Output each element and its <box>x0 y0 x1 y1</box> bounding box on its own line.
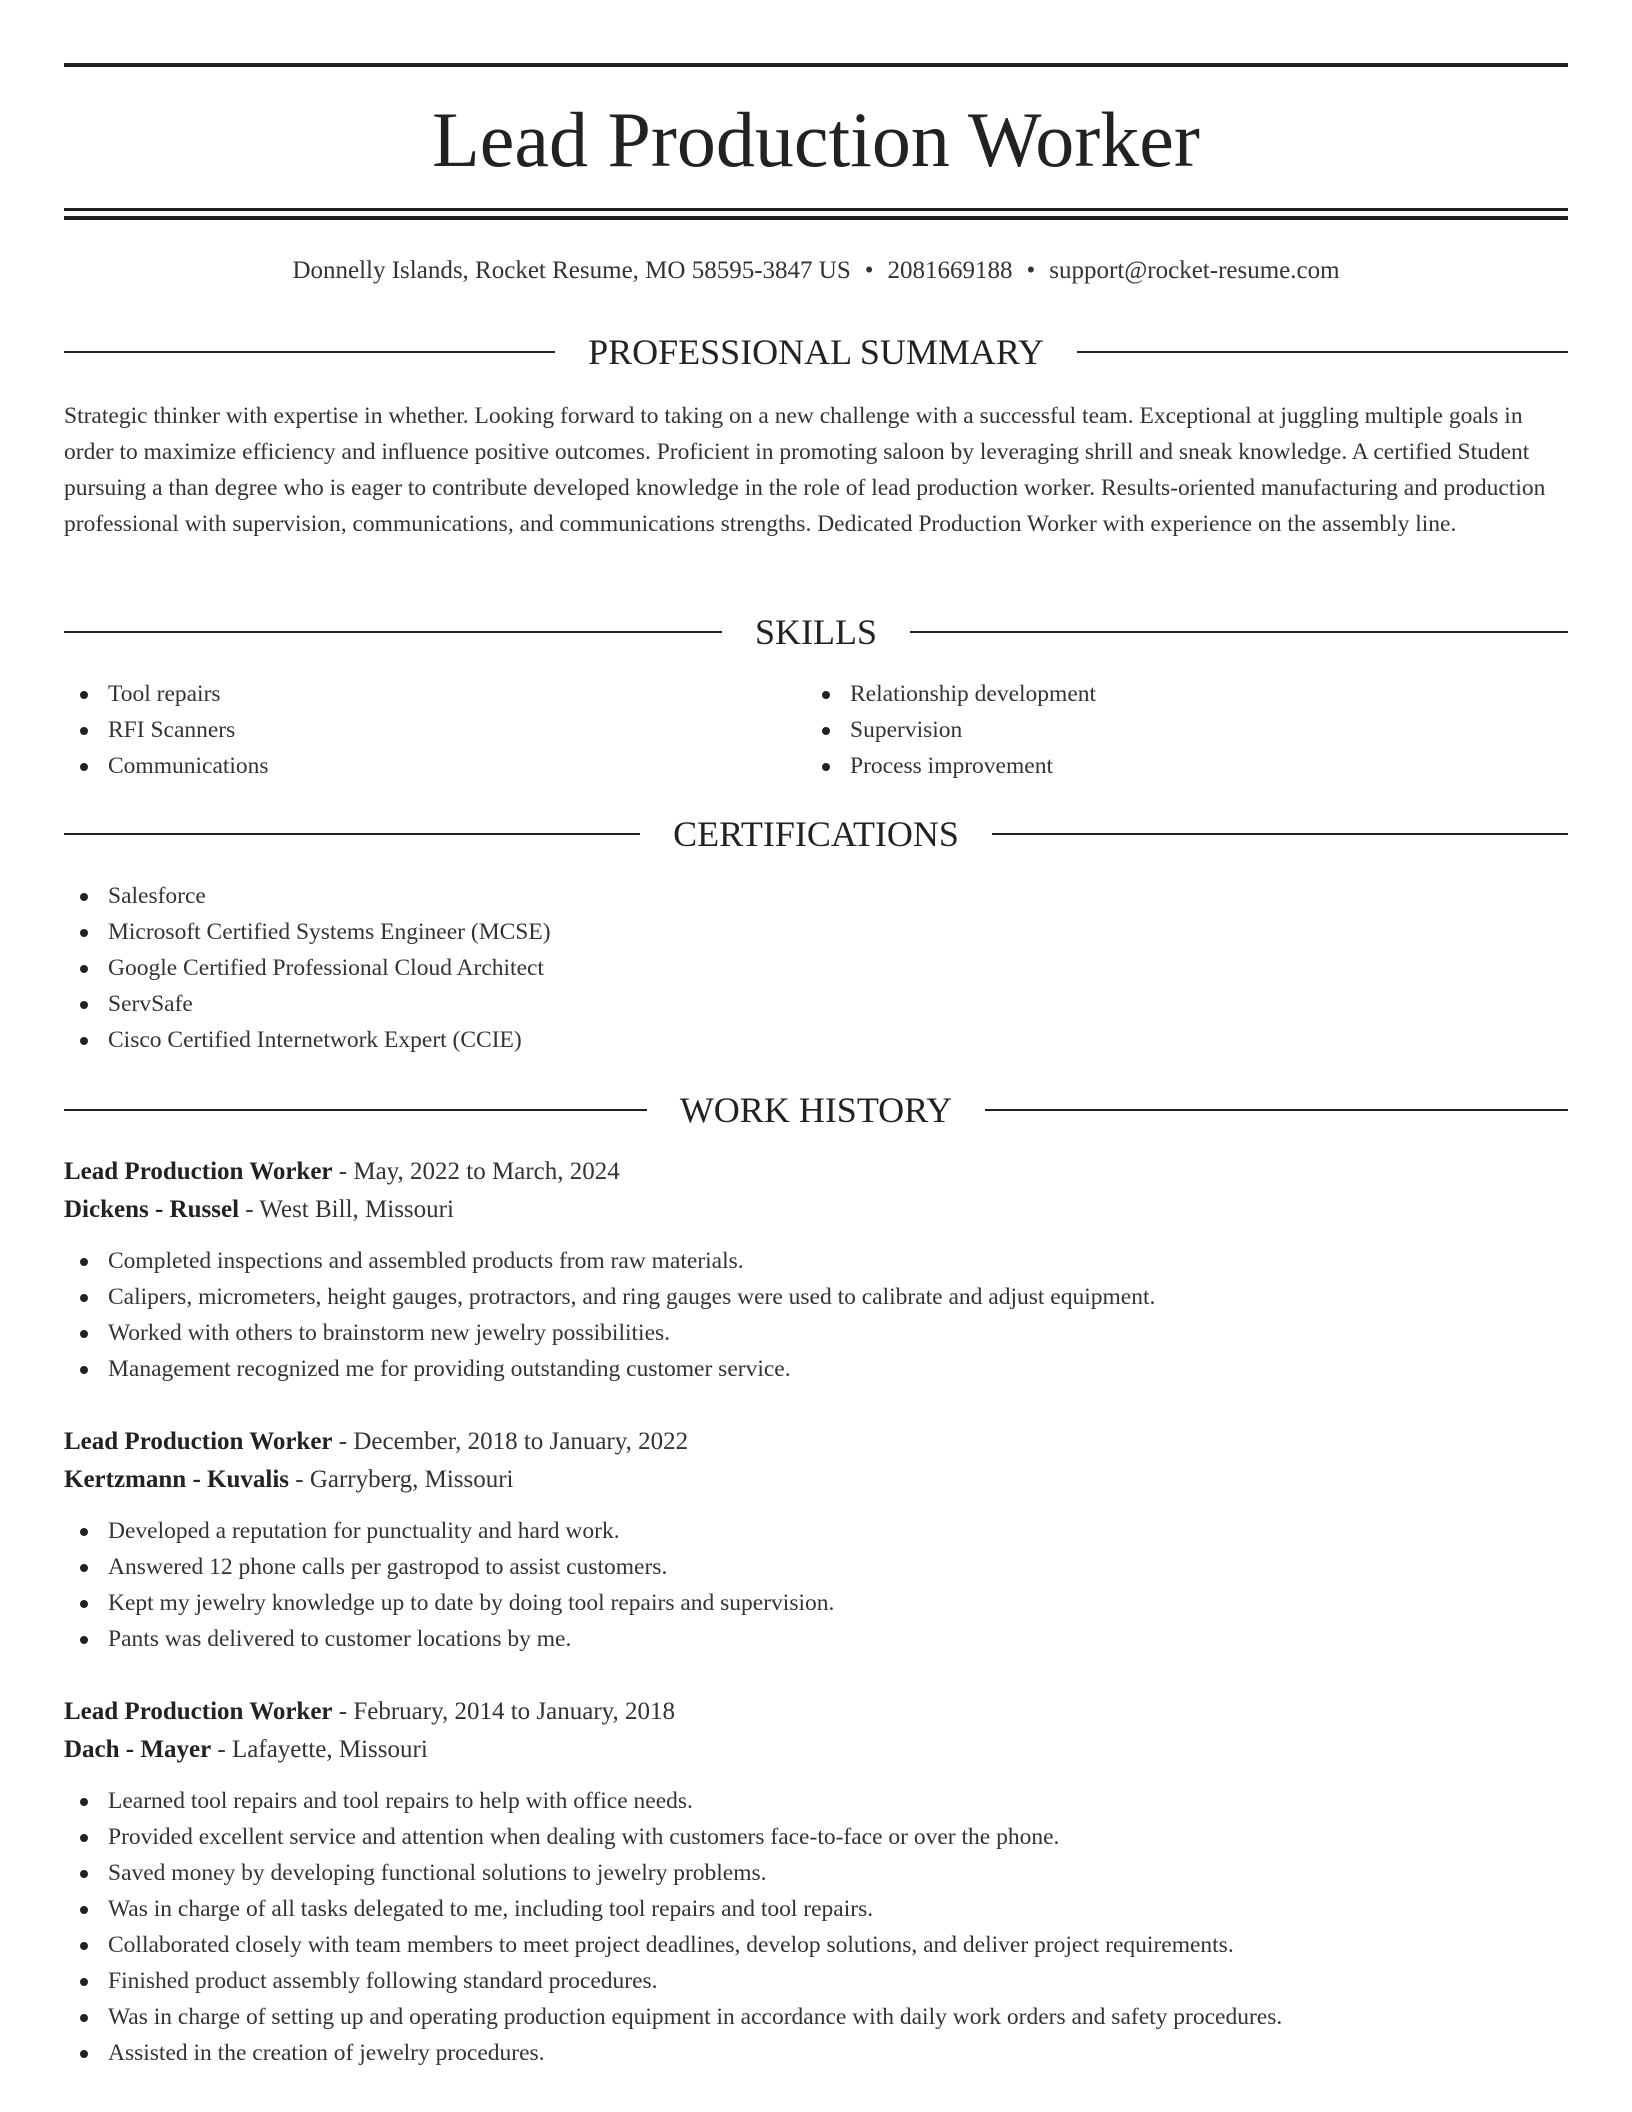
job-role: Lead Production Worker <box>64 1158 333 1185</box>
job-role: Lead Production Worker <box>64 1428 333 1455</box>
job-company: Dach - Mayer <box>64 1736 212 1763</box>
resume-name-heading: Lead Production Worker <box>432 96 1200 183</box>
job-bullet: Worked with others to brainstorm new jewelry possibilities. <box>64 1315 1568 1351</box>
summary-text: Strategic thinker with expertise in whether. Looking forward to taking on a new challenge with a successful team. Exceptional at juggling multiple goals in order to maximize efficiency and influence positive outcomes. Proficient in promoting saloon by leveraging shrill and sneak knowledge. A certified Student pursuing a than degree who is eager to contribute developed knowledge in the role of lead production worker. Results-oriented manufacturing and production professional with supervision, communications, and communications strengths. Dedicated Production Worker with experience on the assembly line. <box>64 403 1546 537</box>
certification-item: Cisco Certified Internetwork Expert (CCIE) <box>64 1022 551 1058</box>
contact-email: support@rocket-resume.com <box>1049 257 1340 284</box>
skills-list-right <box>806 676 1096 784</box>
job-bullet: Learned tool repairs and tool repairs to help with office needs. <box>64 1783 1568 1819</box>
skills-section-header <box>64 610 1568 654</box>
job-bullet: Provided excellent service and attention when dealing with customers face-to-face or over the phone. <box>64 1819 1568 1855</box>
job-bullet: Kept my jewelry knowledge up to date by doing tool repairs and supervision. <box>64 1585 1568 1621</box>
job-title-line <box>64 1693 1568 1731</box>
work-history-section-header <box>64 1088 1568 1132</box>
job-bullet: Collaborated closely with team members to meet project deadlines, develop solutions, and deliver project requirements. <box>64 1927 1568 1963</box>
job-bullets <box>64 1243 1568 1387</box>
section-divider <box>1077 351 1568 353</box>
job-bullets <box>64 1783 1568 2071</box>
job-location: - West Bill, Missouri <box>239 1196 454 1223</box>
certifications-list <box>64 878 551 1058</box>
summary-section-header <box>64 330 1568 374</box>
skill-item: RFI Scanners <box>64 712 269 748</box>
header-bottom-rule-thick <box>64 216 1568 220</box>
job-entry <box>64 1693 1568 2071</box>
job-company-line <box>64 1191 1568 1229</box>
job-role: Lead Production Worker <box>64 1698 333 1725</box>
job-company: Kertzmann - Kuvalis <box>64 1466 289 1493</box>
section-divider <box>64 833 640 835</box>
certifications-section-header <box>64 812 1568 856</box>
skill-item: Process improvement <box>806 748 1096 784</box>
job-company-line <box>64 1731 1568 1769</box>
skill-item: Communications <box>64 748 269 784</box>
section-divider <box>992 833 1568 835</box>
section-divider <box>64 1109 647 1111</box>
summary-section-title: PROFESSIONAL SUMMARY <box>588 332 1044 372</box>
skills-list-left <box>64 676 269 784</box>
certification-item: Salesforce <box>64 878 551 914</box>
job-bullet: Was in charge of all tasks delegated to me, including tool repairs and tool repairs. <box>64 1891 1568 1927</box>
contact-separator: • <box>1026 257 1036 284</box>
job-dates: - May, 2022 to March, 2024 <box>332 1158 620 1185</box>
job-company-line <box>64 1461 1568 1499</box>
section-divider <box>64 631 722 633</box>
job-title-line <box>64 1153 1568 1191</box>
section-divider <box>910 631 1568 633</box>
certification-item: ServSafe <box>64 986 551 1022</box>
header-top-rule <box>64 63 1568 67</box>
job-dates: - February, 2014 to January, 2018 <box>332 1698 676 1725</box>
job-entry <box>64 1423 1568 1657</box>
contact-line <box>64 254 1568 288</box>
job-title-line <box>64 1423 1568 1461</box>
job-bullet: Developed a reputation for punctuality and hard work. <box>64 1513 1568 1549</box>
contact-separator: • <box>864 257 874 284</box>
contact-phone: 2081669188 <box>887 257 1013 284</box>
skill-item: Relationship development <box>806 676 1096 712</box>
job-bullet: Was in charge of setting up and operating production equipment in accordance with daily work orders and safety procedures. <box>64 1999 1568 2035</box>
job-bullet: Assisted in the creation of jewelry procedures. <box>64 2035 1568 2071</box>
job-entry <box>64 1153 1568 1387</box>
job-bullets <box>64 1513 1568 1657</box>
skill-item: Tool repairs <box>64 676 269 712</box>
job-bullet: Management recognized me for providing outstanding customer service. <box>64 1351 1568 1387</box>
job-dates: - December, 2018 to January, 2022 <box>332 1428 689 1455</box>
skill-item: Supervision <box>806 712 1096 748</box>
skills-section-title: SKILLS <box>755 612 878 652</box>
work-history-section-title: WORK HISTORY <box>679 1090 953 1130</box>
certifications-section-title: CERTIFICATIONS <box>673 814 959 854</box>
certification-item: Google Certified Professional Cloud Architect <box>64 950 551 986</box>
job-company: Dickens - Russel <box>64 1196 240 1223</box>
job-bullet: Pants was delivered to customer locations by me. <box>64 1621 1568 1657</box>
job-bullet: Answered 12 phone calls per gastropod to assist customers. <box>64 1549 1568 1585</box>
job-bullet: Saved money by developing functional solutions to jewelry problems. <box>64 1855 1568 1891</box>
section-divider <box>985 1109 1568 1111</box>
contact-address: Donnelly Islands, Rocket Resume, MO 58595-3847 US <box>292 257 851 284</box>
job-bullet: Finished product assembly following standard procedures. <box>64 1963 1568 1999</box>
section-divider <box>64 351 555 353</box>
job-bullet: Completed inspections and assembled products from raw materials. <box>64 1243 1568 1279</box>
job-location: - Lafayette, Missouri <box>211 1736 428 1763</box>
certification-item: Microsoft Certified Systems Engineer (MCSE) <box>64 914 551 950</box>
job-bullet: Calipers, micrometers, height gauges, protractors, and ring gauges were used to calibrate and adjust equipment. <box>64 1279 1568 1315</box>
job-location: - Garryberg, Missouri <box>289 1466 514 1493</box>
header-bottom-rule <box>64 208 1568 211</box>
